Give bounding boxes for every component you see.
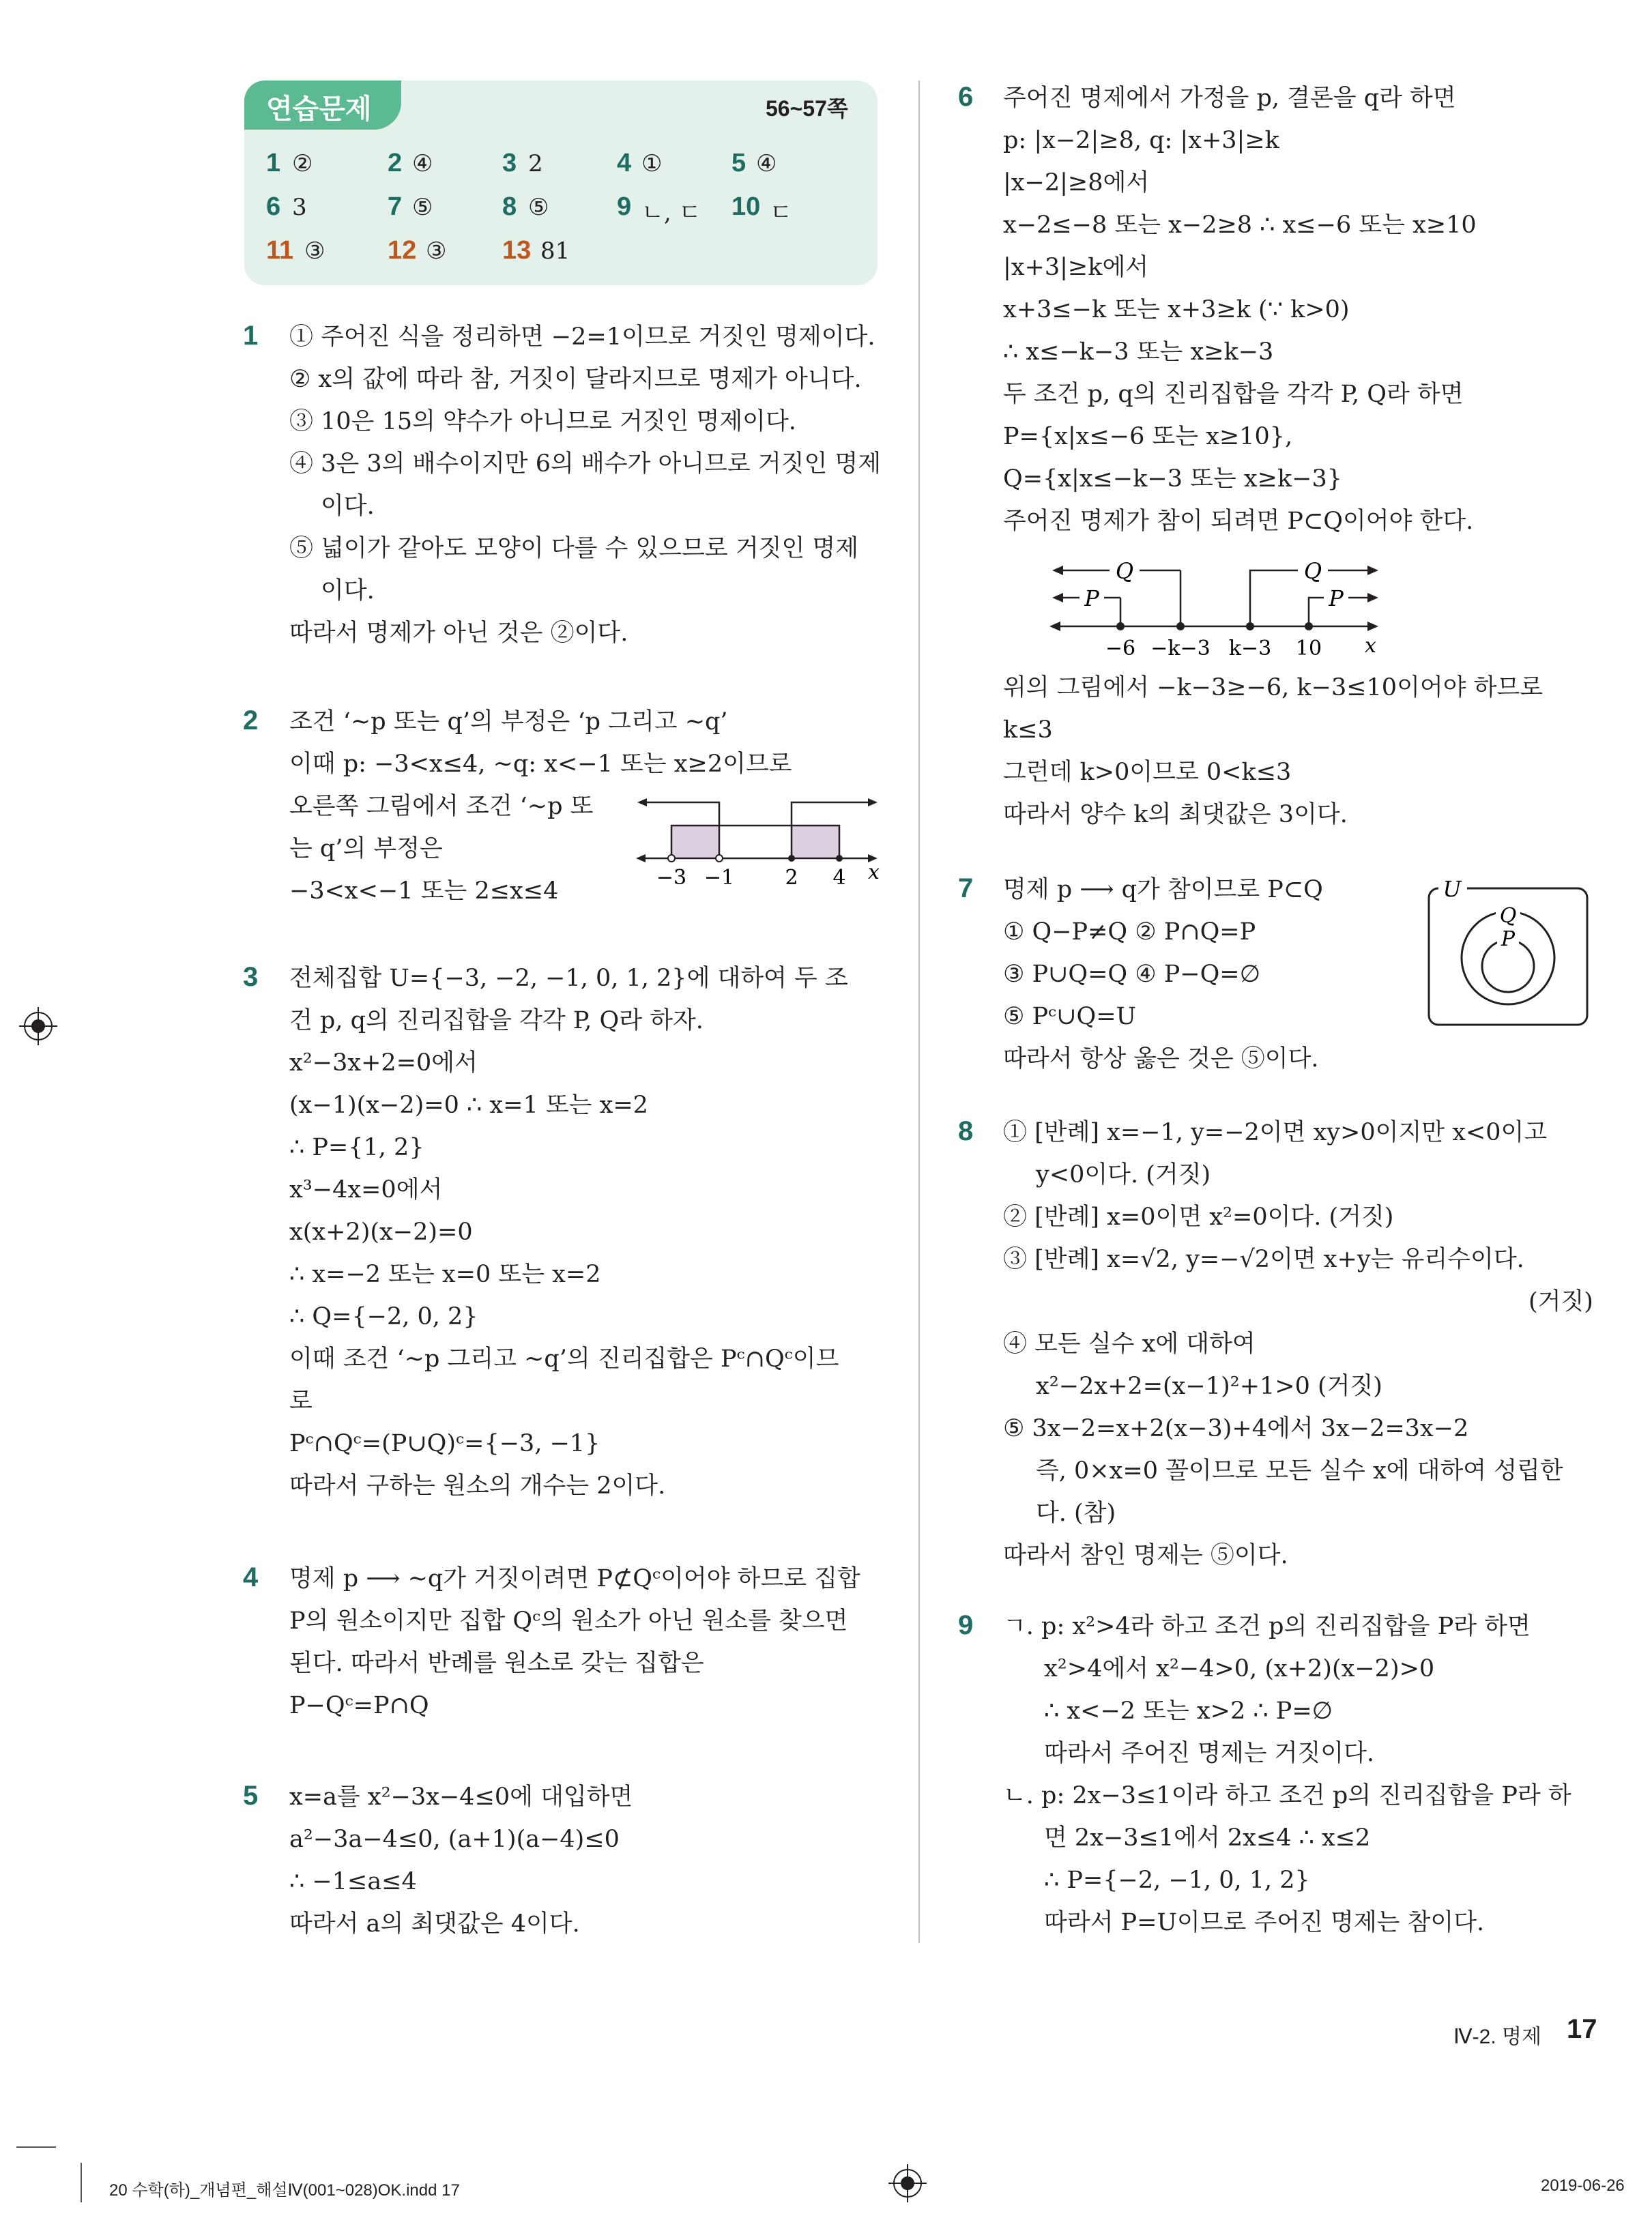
solution-line: ⑤ Pᶜ∪Q=U [1003,1003,1137,1030]
solution-line: x²−2x+2=(x−1)²+1>0 (거짓) [1036,1373,1382,1400]
axis-label: 2 [785,866,798,890]
solution-line: x²>4에서 x²−4>0, (x+2)(x−2)>0 [1044,1655,1435,1682]
answer-num: 3 [502,149,517,177]
answer-value: ⑤ [412,194,433,221]
solution-line: 명제 p ⟶ ~q가 거짓이려면 P⊄Qᶜ이어야 하므로 집합 [289,1565,860,1592]
solution-line: ∴ Q={−2, 0, 2} [289,1303,478,1330]
solution-line: ⑤ 3x−2=x+2(x−3)+4에서 3x−2=3x−2 [1003,1415,1469,1442]
answer-value: ⑤ [528,194,549,221]
axis-label: x [1365,634,1376,658]
answer-title: 연습문제 [266,94,372,124]
solution-line: ⑤ 넓이가 같아도 모양이 다를 수 있으므로 거짓인 명제 [289,535,859,562]
solution-line: ③ P∪Q=Q ④ P−Q=∅ [1003,961,1261,988]
set-q-label: Q [1115,558,1134,584]
axis-label: 4 [832,866,846,890]
solution-line: 따라서 a의 최댓값은 4이다. [289,1910,580,1938]
solution-line: 위의 그림에서 −k−3≥−6, k−3≤10이어야 하므로 [1003,674,1544,701]
universal-set-label: U [1443,877,1462,902]
answer-value: 2 [528,150,543,177]
solution-line: ① 주어진 식을 정리하면 −2=1이므로 거짓인 명제이다. [289,323,875,351]
set-p-label: P [1084,585,1099,611]
answer-num: 12 [388,236,417,265]
answer-value: ③ [426,237,447,265]
answer-num: 1 [266,149,281,177]
solution-line: |x−2|≥8에서 [1003,169,1150,196]
solution-line: ② x의 값에 따라 참, 거짓이 달라지므로 명제가 아니다. [289,366,862,393]
solution-line: −3<x<−1 또는 2≤x≤4 [289,877,559,905]
solution-line: Pᶜ∩Qᶜ=(P∪Q)ᶜ={−3, −1} [289,1430,600,1457]
problem-number: 3 [243,962,259,992]
solution-line: x³−4x=0에서 [289,1176,443,1204]
solution-line: 조건 ‘~p 또는 q’의 부정은 ‘p 그리고 ~q’ [289,708,728,735]
column-divider [918,81,920,1943]
solution-line: 따라서 양수 k의 최댓값은 3이다. [1003,801,1348,828]
solution-line: 따라서 항상 옳은 것은 ⑤이다. [1003,1045,1319,1073]
solution-line: ㄱ. p: x²>4라 하고 조건 p의 진리집합을 P라 하면 [1003,1613,1531,1640]
solution-line: P={x|x≤−6 또는 x≥10}, [1003,423,1293,450]
solution-line: ① [반례] x=−1, y=−2이면 xy>0이지만 x<0이고 [1003,1119,1548,1146]
problem-number: 9 [958,1610,974,1640]
solution-line: 는 q’의 부정은 [289,835,443,862]
shaded-region [671,826,719,858]
answer-num: 4 [617,149,632,177]
solution-line: y<0이다. (거짓) [1036,1161,1211,1189]
solution-line: 오른쪽 그림에서 조건 ‘~p 또 [289,793,594,820]
solution-line: x+3≤−k 또는 x+3≥k (∵ k>0) [1003,296,1350,323]
solution-line: 이다. [321,577,375,604]
solution-line: ② [반례] x=0이면 x²=0이다. (거짓) [1003,1204,1394,1231]
chapter-label: Ⅳ-2. 명제 [1453,2026,1541,2048]
solution-line: 따라서 구하는 원소의 개수는 2이다. [289,1472,666,1500]
solution-line: 이다. [321,493,375,520]
answer-value: ② [292,150,313,177]
problem-number: 7 [958,873,974,903]
axis-label: x [868,860,880,884]
solution-line: 다. (참) [1036,1500,1116,1527]
answer-num: 2 [388,149,403,177]
solution-line: p: |x−2|≥8, q: |x+3|≥k [1003,127,1279,154]
answer-value: 3 [292,194,307,221]
answer-num: 11 [266,236,294,265]
solution-line: (x−1)(x−2)=0 ∴ x=1 또는 x=2 [289,1092,648,1119]
solution-line: 명제 p ⟶ q가 참이므로 P⊂Q [1003,876,1323,903]
problem-number: 8 [958,1116,974,1146]
solution-line: k≤3 [1003,716,1053,744]
solution-line: ④ 3은 3의 배수이지만 6의 배수가 아니므로 거짓인 명제 [289,450,882,478]
answer-num: 9 [617,192,632,221]
problem-number: 6 [958,82,974,112]
tick-label: k−3 [1228,637,1272,660]
solution-line: ④ 모든 실수 x에 대하여 [1003,1330,1256,1358]
solution-line: 즉, 0×x=0 꼴이므로 모든 실수 x에 대하여 성립한 [1036,1457,1563,1485]
solution-line: ① Q−P≠Q ② P∩Q=P [1003,918,1256,946]
solution-line: 주어진 명제가 참이 되려면 P⊂Q이어야 한다. [1003,508,1474,535]
tick-label: −k−3 [1150,637,1211,660]
solution-line: P−Qᶜ=P∩Q [289,1692,429,1719]
solution-line: 따라서 참인 명제는 ⑤이다. [1003,1542,1288,1569]
answer-value: ㄷ [770,199,792,227]
number-line-diagram [628,785,887,894]
solution-line: ③ [반례] x=√2, y=−√2이면 x+y는 유리수이다. [1003,1246,1524,1273]
solution-line: 따라서 명제가 아닌 것은 ②이다. [289,619,628,647]
solution-line: x(x+2)(x−2)=0 [289,1219,473,1246]
answer-num: 7 [388,192,403,221]
answer-pages: 56~57쪽 [766,96,848,121]
set-q-label: Q [1499,904,1517,928]
answer-num: 6 [266,192,281,221]
answer-value: ㄴ, ㄷ [641,199,701,227]
solution-line: 따라서 P=U이므로 주어진 명제는 참이다. [1044,1909,1485,1936]
set-p-label: P [1329,585,1344,611]
solution-line: 로 [289,1388,313,1415]
solution-line: P의 원소이지만 집합 Qᶜ의 원소가 아닌 원소를 찾으면 [289,1607,848,1635]
answer-value: ④ [412,150,433,177]
solution-line: 이때 p: −3<x≤4, ~q: x<−1 또는 x≥2이므로 [289,750,792,778]
registration-mark-icon [888,2164,927,2202]
set-q-label: Q [1303,558,1322,584]
solution-line: a²−3a−4≤0, (a+1)(a−4)≤0 [289,1826,620,1853]
print-date: 2019-06-26 [1541,2176,1625,2195]
solution-line: ㄴ. p: 2x−3≤1이라 하고 조건 p의 진리집합을 P라 하 [1003,1782,1571,1809]
solution-line: ∴ −1≤a≤4 [289,1868,417,1895]
answer-value: ③ [304,237,325,265]
solution-line: |x+3|≥k에서 [1003,254,1149,281]
crop-mark [16,2146,56,2148]
problem-number: 4 [243,1562,259,1592]
solution-line: ∴ x≤−k−3 또는 x≥k−3 [1003,338,1274,366]
answer-value: 81 [540,237,570,265]
axis-label: −1 [704,866,735,890]
solution-line: 전체집합 U={−3, −2, −1, 0, 1, 2}에 대하여 두 조 [289,965,848,992]
solution-line: 이때 조건 ‘~p 그리고 ~q’의 진리집합은 Pᶜ∩Qᶜ이므 [289,1345,839,1373]
answer-num: 10 [731,192,761,221]
solution-line: ③ 10은 15의 약수가 아니므로 거짓인 명제이다. [289,408,796,435]
file-info: 20 수학(하)_개념편_해설Ⅳ(001~028)OK.indd 17 [109,2181,460,2200]
solution-line: x²−3x+2=0에서 [289,1049,478,1077]
problem-number: 5 [243,1781,259,1811]
tick-label: 10 [1295,637,1322,660]
solution-line: 따라서 주어진 명제는 거짓이다. [1044,1740,1375,1767]
tick-label: −6 [1105,637,1136,660]
solution-line: x−2≤−8 또는 x−2≥8 ∴ x≤−6 또는 x≥10 [1003,212,1477,239]
solution-line: x=a를 x²−3x−4≤0에 대입하면 [289,1783,633,1811]
solution-line: 면 2x−3≤1에서 2x≤4 ∴ x≤2 [1044,1824,1371,1852]
answer-num: 5 [731,149,747,177]
solution-line: (거짓) [1528,1288,1593,1315]
solution-line: ∴ x<−2 또는 x>2 ∴ P=∅ [1044,1697,1333,1725]
solution-line: 두 조건 p, q의 진리집합을 각각 P, Q라 하면 [1003,381,1464,408]
set-p-label: P [1501,927,1516,951]
solution-line: 건 p, q의 진리집합을 각각 P, Q라 하자. [289,1007,704,1034]
solution-line: 그런데 k>0이므로 0<k≤3 [1003,759,1292,786]
solution-line: 된다. 따라서 반례를 원소로 갖는 집합은 [289,1650,704,1677]
crop-mark [81,2163,82,2202]
answer-num: 8 [502,192,517,221]
problem-number: 1 [243,321,259,351]
solution-line: Q={x|x≤−k−3 또는 x≥k−3} [1003,465,1343,493]
answer-value: ① [641,150,663,177]
shaded-region [792,826,839,858]
solution-line: ∴ P={−2, −1, 0, 1, 2} [1044,1867,1310,1894]
page-number: 17 [1567,2014,1597,2044]
axis-label: −3 [656,866,687,890]
registration-mark-icon [19,1007,57,1045]
venn-diagram [1425,877,1595,1034]
solution-line: 주어진 명제에서 가정을 p, 결론을 q라 하면 [1003,85,1456,112]
problem-number: 2 [243,705,259,735]
answer-num: 13 [502,236,532,265]
answer-value: ④ [756,150,777,177]
pq-number-line-diagram [1044,550,1399,666]
solution-line: ∴ x=−2 또는 x=0 또는 x=2 [289,1261,601,1288]
solution-line: ∴ P={1, 2} [289,1134,424,1161]
